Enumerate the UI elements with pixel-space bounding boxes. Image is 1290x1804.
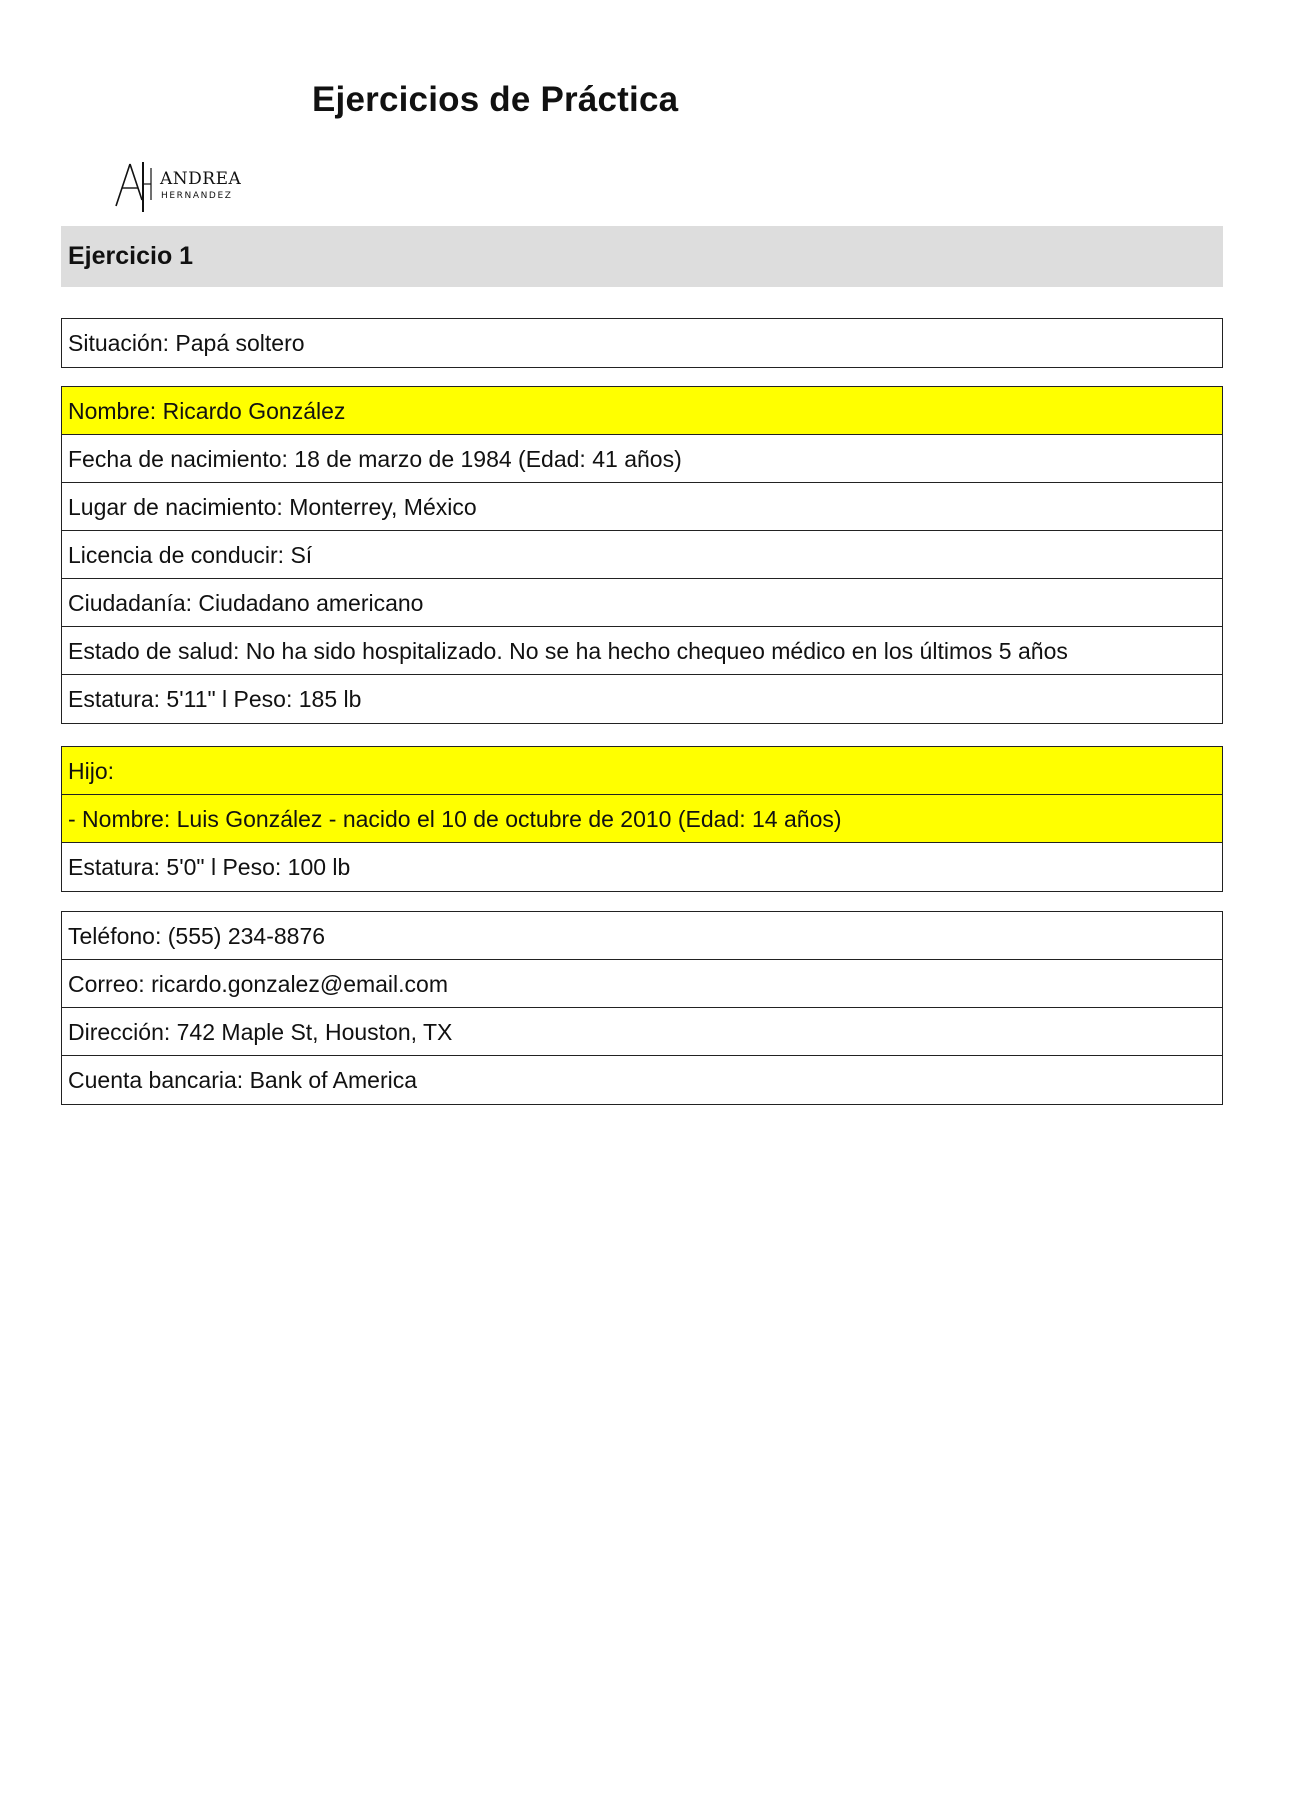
parent-health-row: Estado de salud: No ha sido hospitalizado. No se ha hecho chequeo médico en los últimos 5 años	[62, 627, 1222, 675]
child-height-weight-row: Estatura: 5'0" l Peso: 100 lb	[62, 843, 1222, 891]
section-header: Ejercicio 1	[61, 226, 1223, 287]
brand-logo	[114, 160, 264, 214]
address-row: Dirección: 742 Maple St, Houston, TX	[62, 1008, 1222, 1056]
situation-box	[61, 318, 1223, 368]
svg-text:ANDREA: ANDREA	[160, 169, 242, 189]
brand-logo-mark	[114, 160, 264, 214]
parent-license-row: Licencia de conducir: Sí	[62, 531, 1222, 579]
email-row: Correo: ricardo.gonzalez@email.com	[62, 960, 1222, 1008]
situation-row: Situación: Papá soltero	[62, 319, 1222, 367]
child-info-box	[61, 746, 1223, 892]
bank-account-row: Cuenta bancaria: Bank of America	[62, 1056, 1222, 1104]
parent-name-row: Nombre: Ricardo González	[62, 387, 1222, 435]
parent-birthplace-row: Lugar de nacimiento: Monterrey, México	[62, 483, 1222, 531]
child-name-row: - Nombre: Luis González - nacido el 10 de octubre de 2010 (Edad: 14 años)	[62, 795, 1222, 843]
parent-height-weight-row: Estatura: 5'11" l Peso: 185 lb	[62, 675, 1222, 723]
contact-info-box	[61, 911, 1223, 1105]
parent-birthdate-row: Fecha de nacimiento: 18 de marzo de 1984 (Edad: 41 años)	[62, 435, 1222, 483]
svg-text:HERNANDEZ: HERNANDEZ	[161, 191, 233, 201]
phone-row: Teléfono: (555) 234-8876	[62, 912, 1222, 960]
page-title: Ejercicios de Práctica	[312, 80, 679, 119]
child-header-row: Hijo:	[62, 747, 1222, 795]
parent-citizenship-row: Ciudadanía: Ciudadano americano	[62, 579, 1222, 627]
parent-info-box	[61, 386, 1223, 724]
